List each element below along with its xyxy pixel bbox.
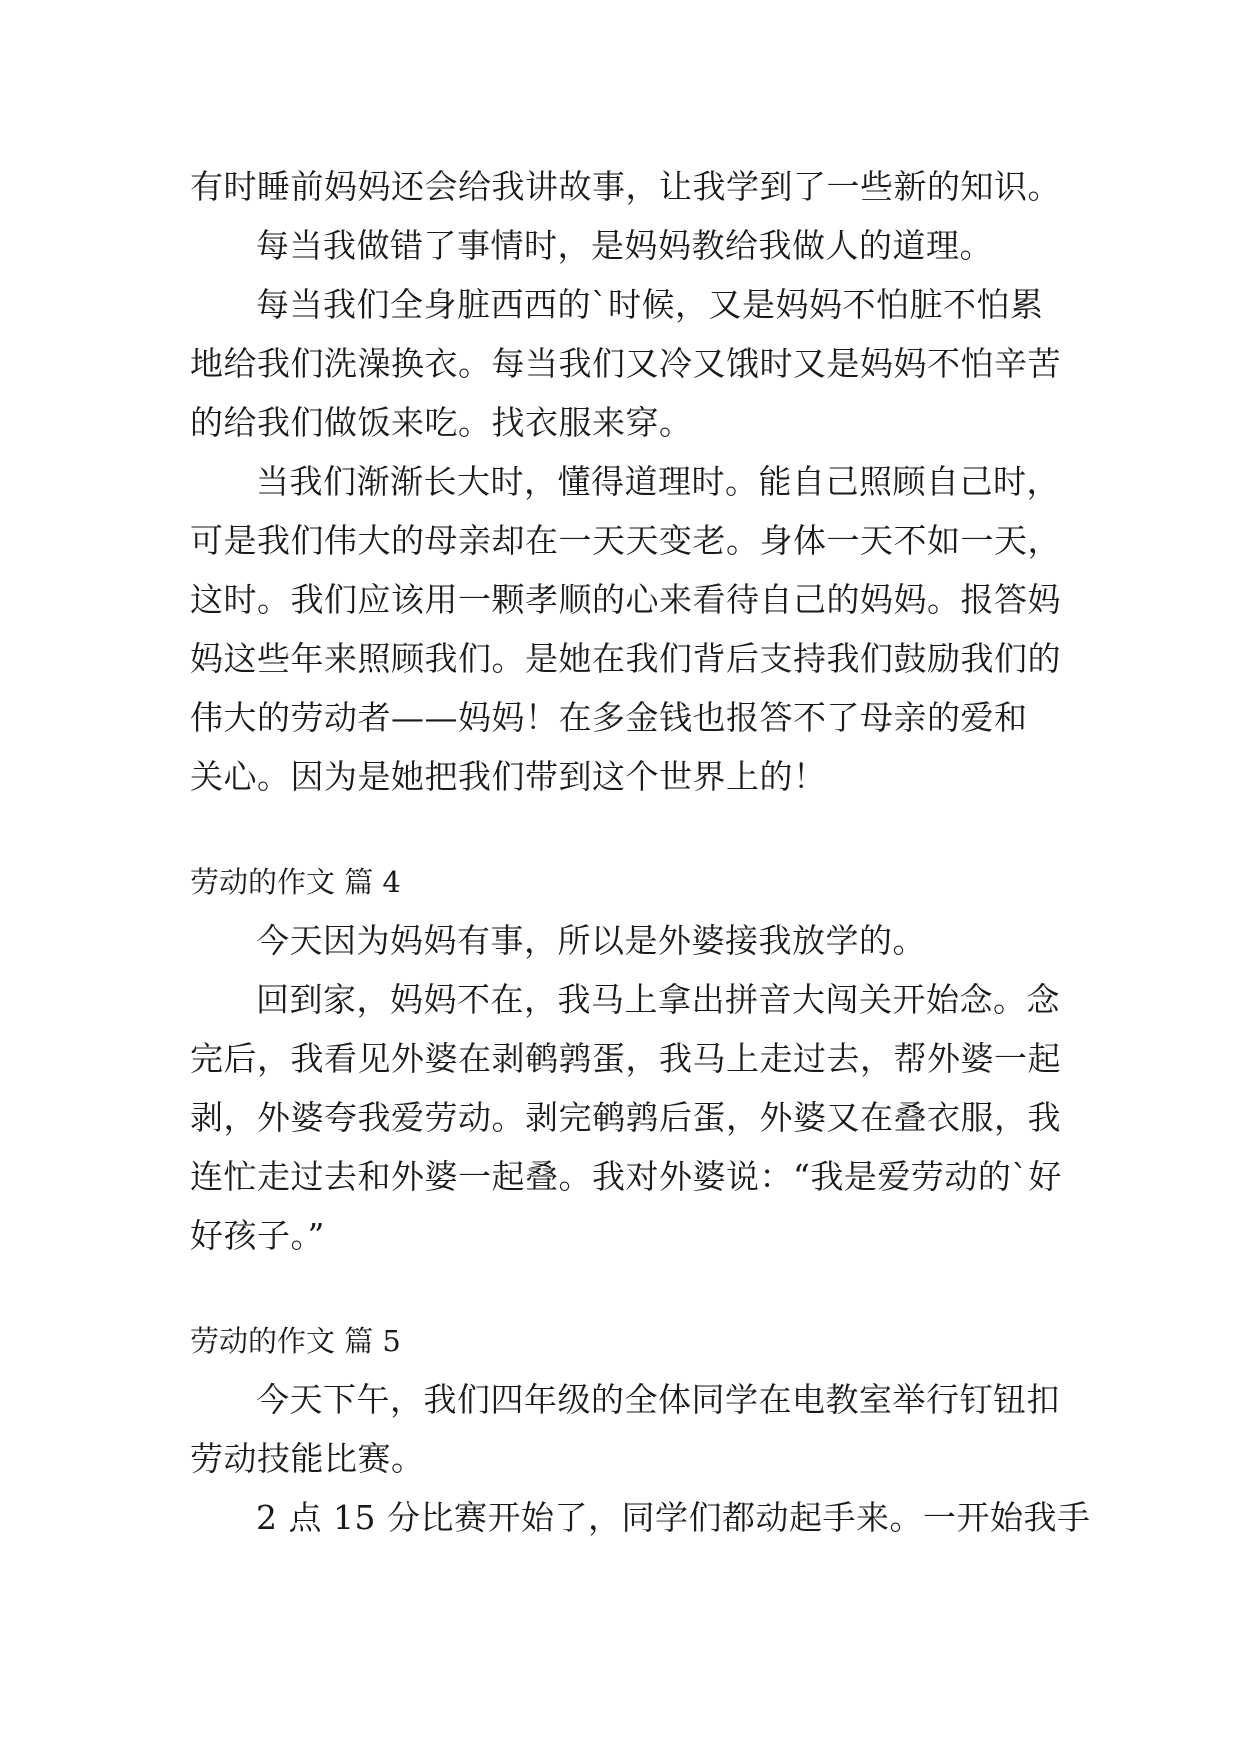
paragraph-line: 的给我们做饭来吃。找衣服来穿。: [190, 403, 693, 442]
paragraph-line: 地给我们洗澡换衣。每当我们又冷又饿时又是妈妈不怕辛苦: [190, 344, 1061, 383]
paragraph-line: 这时。我们应该用一颗孝顺的心来看待自己的妈妈。报答妈: [190, 580, 1061, 619]
paragraph-line: 可是我们伟大的母亲却在一天天变老。身体一天不如一天，: [190, 521, 1061, 560]
paragraph-line: 连忙走过去和外婆一起叠。我对外婆说：“我是爱劳动的`好: [190, 1157, 1062, 1196]
paragraph-line: 每当我做错了事情时，是妈妈教给我做人的道理。: [256, 226, 993, 265]
paragraph-line: 今天因为妈妈有事，所以是外婆接我放学的。: [256, 921, 926, 960]
paragraph-line: 关心。因为是她把我们带到这个世界上的！: [190, 757, 827, 796]
section-heading-5: 劳动的作文 篇 5: [190, 1324, 401, 1358]
paragraph-line: 回到家，妈妈不在，我马上拿出拼音大闯关开始念。念: [256, 980, 1060, 1019]
paragraph-line: 有时睡前妈妈还会给我讲故事，让我学到了一些新的知识。: [190, 167, 1061, 206]
paragraph-line: 剥，外婆夸我爱劳动。剥完鹌鹑后蛋，外婆又在叠衣服，我: [190, 1098, 1061, 1137]
paragraph-line: 好孩子。”: [190, 1216, 325, 1255]
paragraph-line: 完后，我看见外婆在剥鹌鹑蛋，我马上走过去，帮外婆一起: [190, 1039, 1061, 1078]
paragraph-line: 每当我们全身脏西西的`时候，又是妈妈不怕脏不怕累: [256, 285, 1044, 324]
paragraph-line: 劳动技能比赛。: [190, 1439, 425, 1478]
paragraph-line: 今天下午，我们四年级的全体同学在电教室举行钉钮扣: [256, 1380, 1060, 1419]
paragraph-line: 2 点 15 分比赛开始了，同学们都动起手来。一开始我手: [256, 1498, 1091, 1537]
paragraph-line: 妈这些年来照顾我们。是她在我们背后支持我们鼓励我们的: [190, 639, 1061, 678]
paragraph-line: 伟大的劳动者——妈妈！在多金钱也报答不了母亲的爱和: [190, 698, 1028, 737]
section-heading-4: 劳动的作文 篇 4: [190, 865, 401, 899]
paragraph-line: 当我们渐渐长大时，懂得道理时。能自己照顾自己时，: [256, 462, 1060, 501]
